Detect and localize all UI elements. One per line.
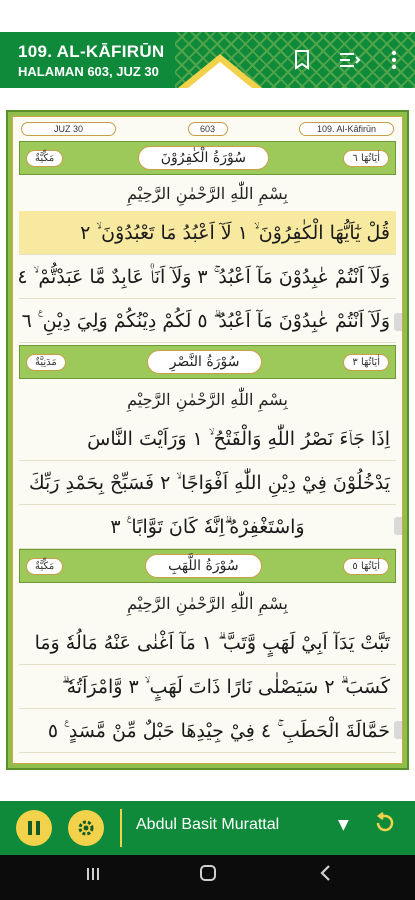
- surah-banner-nasr: [19, 345, 396, 379]
- basmala: بِسْمِ اللّٰهِ الرَّحْمٰنِ الرَّحِيْمِ: [127, 390, 288, 409]
- mushaf-page: [6, 110, 409, 770]
- revelation-label: مَكِّيَّةٌ: [26, 150, 63, 167]
- basmala: بِسْمِ اللّٰهِ الرَّحْمٰنِ الرَّحِيْمِ: [127, 184, 288, 203]
- verse-line[interactable]: اِذَا جَاۤءَ نَصْرُ اللّٰهِ وَالْفَتْحُ ۙ ١ وَرَاَيْتَ النَّاسَ: [19, 417, 396, 461]
- repeat-icon[interactable]: [374, 813, 398, 839]
- settings-icon[interactable]: [68, 810, 104, 846]
- surah-name-calligraphy: سُوْرَةُ النَّصْرِ: [147, 350, 263, 374]
- nav-recents-icon[interactable]: [73, 863, 113, 887]
- nav-home-icon[interactable]: [188, 863, 228, 887]
- player-divider: [120, 809, 122, 847]
- juz-marker-tab[interactable]: [394, 517, 402, 535]
- reciter-name[interactable]: Abdul Basit Murattal: [136, 816, 280, 833]
- audio-player-bar: [0, 801, 415, 855]
- juz-marker-tab[interactable]: [394, 313, 402, 331]
- surah-label: 109. Al-Kāfirūn: [299, 122, 394, 136]
- revelation-label: مَدَنِيَّةٌ: [26, 354, 66, 371]
- verse-line[interactable]: وَلَآ اَنْتُمْ عٰبِدُوْنَ مَآ اَعْبُدُ ۚ ٣ وَلَآ اَنَا۠ عَابِدٌ مَّا عَبَدْتُّمْ ۙ ٤: [19, 255, 396, 299]
- verse-line[interactable]: كَسَبَ ۗ ٢ سَيَصْلٰى نَارًا ذَاتَ لَهَبٍ ۙ ٣ وَّامْرَاَتُهٗ ۗ: [19, 665, 396, 709]
- list-icon[interactable]: [336, 46, 364, 74]
- system-nav-bar: [0, 855, 415, 900]
- app-header: [0, 32, 415, 88]
- surah-banner-kafirun: [19, 141, 396, 175]
- page-number: 603: [188, 122, 228, 136]
- verse-line[interactable]: قُلْ يٰٓاَيُّهَا الْكٰفِرُوْنَ ۙ ١ لَآ اَعْبُدُ مَا تَعْبُدُوْنَ ۙ ٢: [19, 211, 396, 255]
- ayah-count-label: اٰيَاتُهَا ٦: [343, 150, 389, 167]
- surah-name-calligraphy: سُوْرَةُ الْكٰفِرُوْنَ: [138, 146, 269, 170]
- ayah-count-label: اٰيَاتُهَا ٥: [343, 558, 389, 575]
- page-juz-subtitle: HALAMAN 603, JUZ 30: [18, 64, 159, 79]
- pause-icon[interactable]: [16, 810, 52, 846]
- verse-line[interactable]: وَاسْتَغْفِرْهُ ۗاِنَّهٗ كَانَ تَوَّابًا ࣖ ٣: [19, 505, 396, 549]
- surah-title: 109. AL-KĀFIRŪN: [18, 42, 165, 61]
- basmala: بِسْمِ اللّٰهِ الرَّحْمٰنِ الرَّحِيْمِ: [127, 594, 288, 613]
- verse-line[interactable]: حَمَّالَةَ الْحَطَبِ ۚ ٤ فِيْ جِيْدِهَا حَبْلٌ مِّنْ مَّسَدٍ ࣖ ٥: [19, 709, 396, 753]
- revelation-label: مَكِّيَّةٌ: [26, 558, 63, 575]
- verse-line[interactable]: تَبَّتْ يَدَآ اَبِيْ لَهَبٍ وَّتَبَّ ۗ ١ مَآ اَغْنٰى عَنْهُ مَالُهٗ وَمَا: [19, 621, 396, 665]
- bookmark-icon[interactable]: [288, 46, 316, 74]
- surah-banner-lahab: [19, 549, 396, 583]
- dropdown-icon[interactable]: ▼: [338, 817, 349, 833]
- surah-name-calligraphy: سُوْرَةُ اللَّهَبِ: [145, 554, 262, 578]
- status-bar: [0, 0, 415, 32]
- verse-line[interactable]: وَلَآ اَنْتُمْ عٰبِدُوْنَ مَآ اَعْبُدُ ۗ ٥ لَكُمْ دِيْنُكُمْ وَلِيَ دِيْنِ ࣖ ٦: [19, 299, 396, 343]
- verse-line[interactable]: يَدْخُلُوْنَ فِيْ دِيْنِ اللّٰهِ اَفْوَاجًا ۙ ٢ فَسَبِّحْ بِحَمْدِ رَبِّكَ: [19, 461, 396, 505]
- juz-label: JUZ 30: [21, 122, 116, 136]
- more-vert-icon[interactable]: [380, 46, 408, 74]
- nav-back-icon[interactable]: [305, 863, 345, 887]
- juz-marker-tab[interactable]: [394, 721, 402, 739]
- page-info-row: [21, 121, 394, 137]
- ayah-count-label: اٰيَاتُهَا ٣: [343, 354, 389, 371]
